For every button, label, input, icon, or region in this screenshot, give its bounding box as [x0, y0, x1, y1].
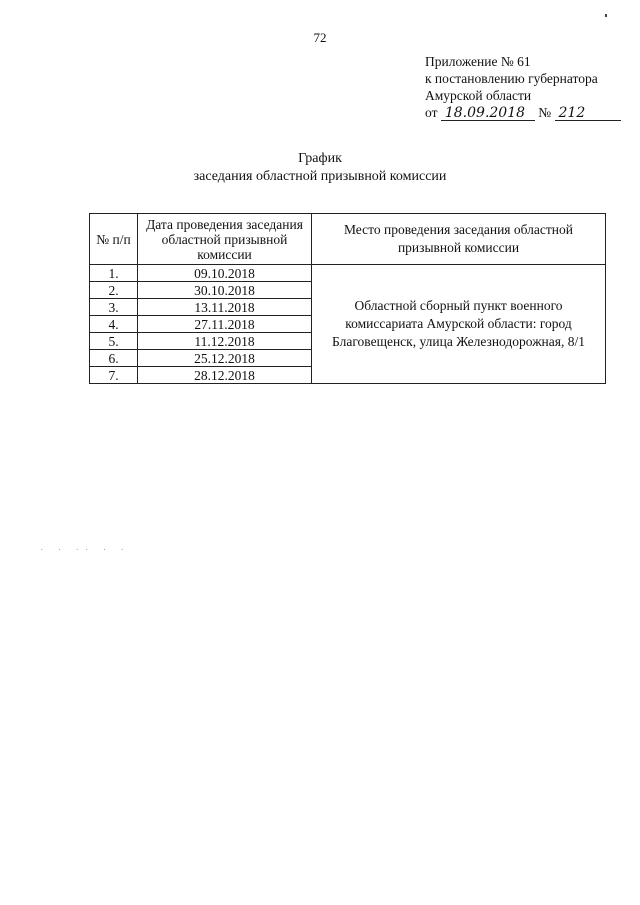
title-line-2: заседания областной призывной комиссии [193, 169, 447, 184]
row-date: 28.12.2018 [138, 367, 312, 384]
row-num: 1. [90, 265, 138, 282]
appendix-line-1: Приложение № 61 [425, 54, 531, 69]
from-label: от [425, 105, 438, 120]
header-place-text: Место проведения заседания областной призывной комиссии [343, 222, 573, 255]
appendix-block [425, 53, 621, 121]
row-num: 6. [90, 350, 138, 367]
row-num: 3. [90, 299, 138, 316]
handwritten-number: 212 [555, 106, 621, 121]
table-row [90, 265, 606, 282]
row-num: 7. [90, 367, 138, 384]
header-date: Дата проведения заседания областной призывной комиссии [138, 214, 312, 265]
header-place [312, 214, 606, 265]
row-date: 11.12.2018 [138, 333, 312, 350]
appendix-line-3: Амурской области [425, 88, 532, 103]
row-date: 25.12.2018 [138, 350, 312, 367]
row-num: 2. [90, 282, 138, 299]
row-date: 13.11.2018 [138, 299, 312, 316]
row-date: 27.11.2018 [138, 316, 312, 333]
place-cell [312, 265, 606, 384]
header-num: № п/п [90, 214, 138, 265]
row-num: 4. [90, 316, 138, 333]
place-text: Областной сборный пункт военного комиссариата Амурской области: город Благовещенск, улица Железнодорожная, 8/1 [332, 298, 585, 349]
schedule-table [89, 213, 606, 384]
header-row [90, 214, 606, 265]
row-date: 30.10.2018 [138, 282, 312, 299]
title-line-1: График [298, 151, 342, 166]
number-label: № [538, 105, 552, 120]
appendix-line-2: к постановлению губернатора [425, 71, 598, 86]
appendix-line-4 [425, 104, 621, 121]
page-number: 72 [313, 30, 327, 45]
handwritten-date: 18.09.2018 [441, 106, 535, 121]
document-title [0, 150, 640, 186]
row-num: 5. [90, 333, 138, 350]
row-date: 09.10.2018 [138, 265, 312, 282]
scan-speck [605, 14, 607, 17]
scan-artifacts: · · ·· · · [40, 545, 130, 556]
